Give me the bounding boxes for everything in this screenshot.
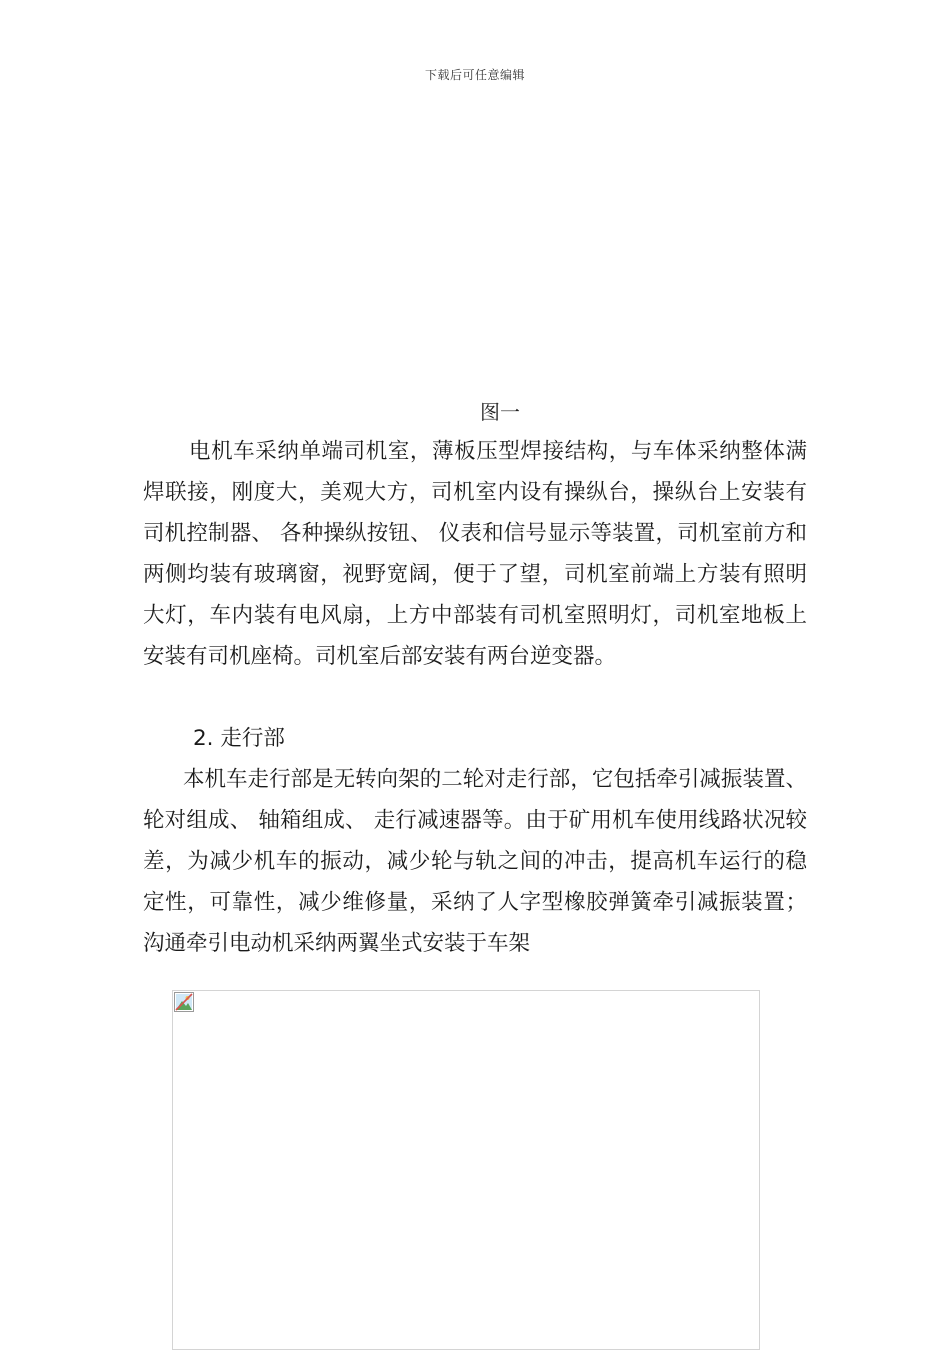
body-paragraph-driver-cab xyxy=(143,431,807,677)
paragraph-text: 电机车采纳单端司机室，薄板压型焊接结构，与车体采纳整体满焊联接，刚度大，美观大方，司机室内设有操纵台，操纵台上安装有司机控制器、 各种操纵按钮、 仪表和信号显示等装置，司机室前方和两侧均装有玻璃窗，视野宽阔，便于了望，司机室前端上方装有照明大灯，车内装有电风扇，上方中部装有司机室照明灯，司机室地板上安装有司机座椅。司机室后部安装有两台逆变器。 xyxy=(143,439,807,669)
image-placeholder xyxy=(172,990,760,1350)
broken-image-icon xyxy=(174,992,194,1012)
section-heading-running-gear: 2. 走行部 xyxy=(193,726,285,751)
paragraph-text: 本机车走行部是无转向架的二轮对走行部，它包括牵引减振装置、 轮对组成、 轴箱组成、 走行减速器等。由于矿用机车使用线路状况较差，为减少机车的振动，减少轮与轨之间的冲击，提高机车运行的稳定性，可靠性，减少维修量，采纳了人字型橡胶弹簧牵引减振装置；沟通牵引电动机采纳两翼坐式安装于车架 xyxy=(143,767,807,956)
figure-caption: 图一 xyxy=(480,400,520,424)
page-header-note: 下载后可任意编辑 xyxy=(424,68,525,82)
body-paragraph-running-gear xyxy=(143,759,807,964)
